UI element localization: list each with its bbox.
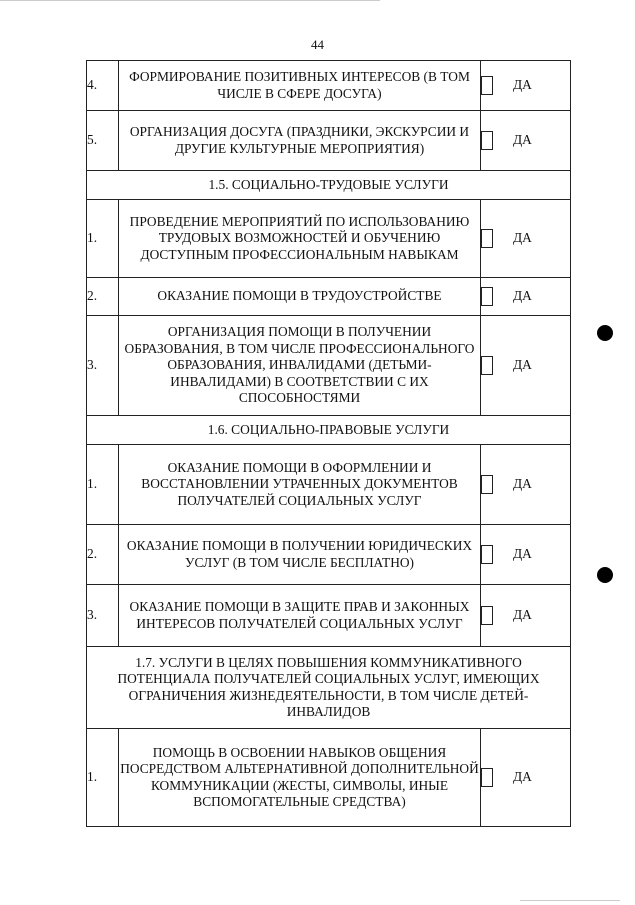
section-header-row [87,416,571,445]
row-number: 4. [87,61,119,111]
answer-cell [481,316,571,416]
answer-checkbox[interactable] [481,475,493,494]
section-header-row [87,647,571,729]
answer-label: ДА [513,607,532,623]
service-row [87,111,571,171]
answer-group [481,229,570,248]
row-number: 2. [87,525,119,585]
scan-artifact-line [0,0,380,1]
answer-cell [481,200,571,278]
service-name: ОРГАНИЗАЦИЯ ДОСУГА (ПРАЗДНИКИ, ЭКСКУРСИИ И ДРУГИЕ КУЛЬТУРНЫЕ МЕРОПРИЯТИЯ) [119,111,481,171]
section-title: 1.7. УСЛУГИ В ЦЕЛЯХ ПОВЫШЕНИЯ КОММУНИКАТИВНОГО ПОТЕНЦИАЛА ПОЛУЧАТЕЛЕЙ СОЦИАЛЬНЫХ УСЛУГ, ИМЕЮЩИХ ОГРАНИЧЕНИЯ ЖИЗНЕДЕЯТЕЛЬНОСТИ, В ТОМ ЧИСЛЕ ДЕТЕЙ-ИНВАЛИДОВ [87,647,571,729]
row-number: 1. [87,445,119,525]
answer-checkbox[interactable] [481,287,493,306]
answer-label: ДА [513,357,532,373]
services-table-body [87,61,571,827]
service-row [87,278,571,316]
answer-checkbox[interactable] [481,229,493,248]
service-name: ПОМОЩЬ В ОСВОЕНИИ НАВЫКОВ ОБЩЕНИЯ ПОСРЕДСТВОМ АЛЬТЕРНАТИВНОЙ ДОПОЛНИТЕЛЬНОЙ КОММУНИКАЦИИ (ЖЕСТЫ, СИМВОЛЫ, ИНЫЕ ВСПОМОГАТЕЛЬНЫЕ СРЕДСТВА) [119,729,481,827]
scan-artifact-line [520,900,620,901]
service-name: ОКАЗАНИЕ ПОМОЩИ В ОФОРМЛЕНИИ И ВОССТАНОВЛЕНИИ УТРАЧЕННЫХ ДОКУМЕНТОВ ПОЛУЧАТЕЛЕЙ СОЦИАЛЬНЫХ УСЛУГ [119,445,481,525]
answer-group [481,768,570,787]
answer-group [481,606,570,625]
answer-label: ДА [513,476,532,492]
binder-hole-mark [597,325,613,341]
answer-cell [481,729,571,827]
answer-label: ДА [513,132,532,148]
service-name: ОКАЗАНИЕ ПОМОЩИ В ЗАЩИТЕ ПРАВ И ЗАКОННЫХ ИНТЕРЕСОВ ПОЛУЧАТЕЛЕЙ СОЦИАЛЬНЫХ УСЛУГ [119,585,481,647]
service-row [87,61,571,111]
section-title: 1.5. СОЦИАЛЬНО-ТРУДОВЫЕ УСЛУГИ [87,171,571,200]
row-number: 1. [87,200,119,278]
answer-label: ДА [513,77,532,93]
answer-cell [481,61,571,111]
answer-group [481,76,570,95]
service-row [87,525,571,585]
answer-cell [481,585,571,647]
row-number: 3. [87,585,119,647]
answer-checkbox[interactable] [481,76,493,95]
service-name: ОКАЗАНИЕ ПОМОЩИ В ПОЛУЧЕНИИ ЮРИДИЧЕСКИХ УСЛУГ (В ТОМ ЧИСЛЕ БЕСПЛАТНО) [119,525,481,585]
answer-cell [481,111,571,171]
answer-checkbox[interactable] [481,131,493,150]
section-header-row [87,171,571,200]
answer-cell [481,445,571,525]
answer-cell [481,278,571,316]
service-row [87,729,571,827]
service-row [87,316,571,416]
service-row [87,200,571,278]
answer-group [481,131,570,150]
services-table [86,60,571,827]
answer-cell [481,525,571,585]
answer-checkbox[interactable] [481,356,493,375]
row-number: 1. [87,729,119,827]
row-number: 3. [87,316,119,416]
answer-checkbox[interactable] [481,606,493,625]
service-name: ПРОВЕДЕНИЕ МЕРОПРИЯТИЙ ПО ИСПОЛЬЗОВАНИЮ ТРУДОВЫХ ВОЗМОЖНОСТЕЙ И ОБУЧЕНИЮ ДОСТУПНЫМ ПРОФЕССИОНАЛЬНЫМ НАВЫКАМ [119,200,481,278]
answer-group [481,545,570,564]
row-number: 5. [87,111,119,171]
service-row [87,445,571,525]
answer-checkbox[interactable] [481,768,493,787]
answer-group [481,287,570,306]
page-number: 44 [311,37,324,52]
answer-label: ДА [513,546,532,562]
answer-checkbox[interactable] [481,545,493,564]
service-name: ОКАЗАНИЕ ПОМОЩИ В ТРУДОУСТРОЙСТВЕ [119,278,481,316]
answer-group [481,475,570,494]
row-number: 2. [87,278,119,316]
service-row [87,585,571,647]
service-name: ФОРМИРОВАНИЕ ПОЗИТИВНЫХ ИНТЕРЕСОВ (В ТОМ ЧИСЛЕ В СФЕРЕ ДОСУГА) [119,61,481,111]
section-title: 1.6. СОЦИАЛЬНО-ПРАВОВЫЕ УСЛУГИ [87,416,571,445]
answer-label: ДА [513,288,532,304]
binder-hole-mark [597,567,613,583]
answer-label: ДА [513,230,532,246]
answer-group [481,356,570,375]
answer-label: ДА [513,769,532,785]
service-name: ОРГАНИЗАЦИЯ ПОМОЩИ В ПОЛУЧЕНИИ ОБРАЗОВАНИЯ, В ТОМ ЧИСЛЕ ПРОФЕССИОНАЛЬНОГО ОБРАЗОВАНИЯ, ИНВАЛИДАМИ (ДЕТЬМИ-ИНВАЛИДАМИ) В СООТВЕТСТВИИ С ИХ СПОСОБНОСТЯМИ [119,316,481,416]
